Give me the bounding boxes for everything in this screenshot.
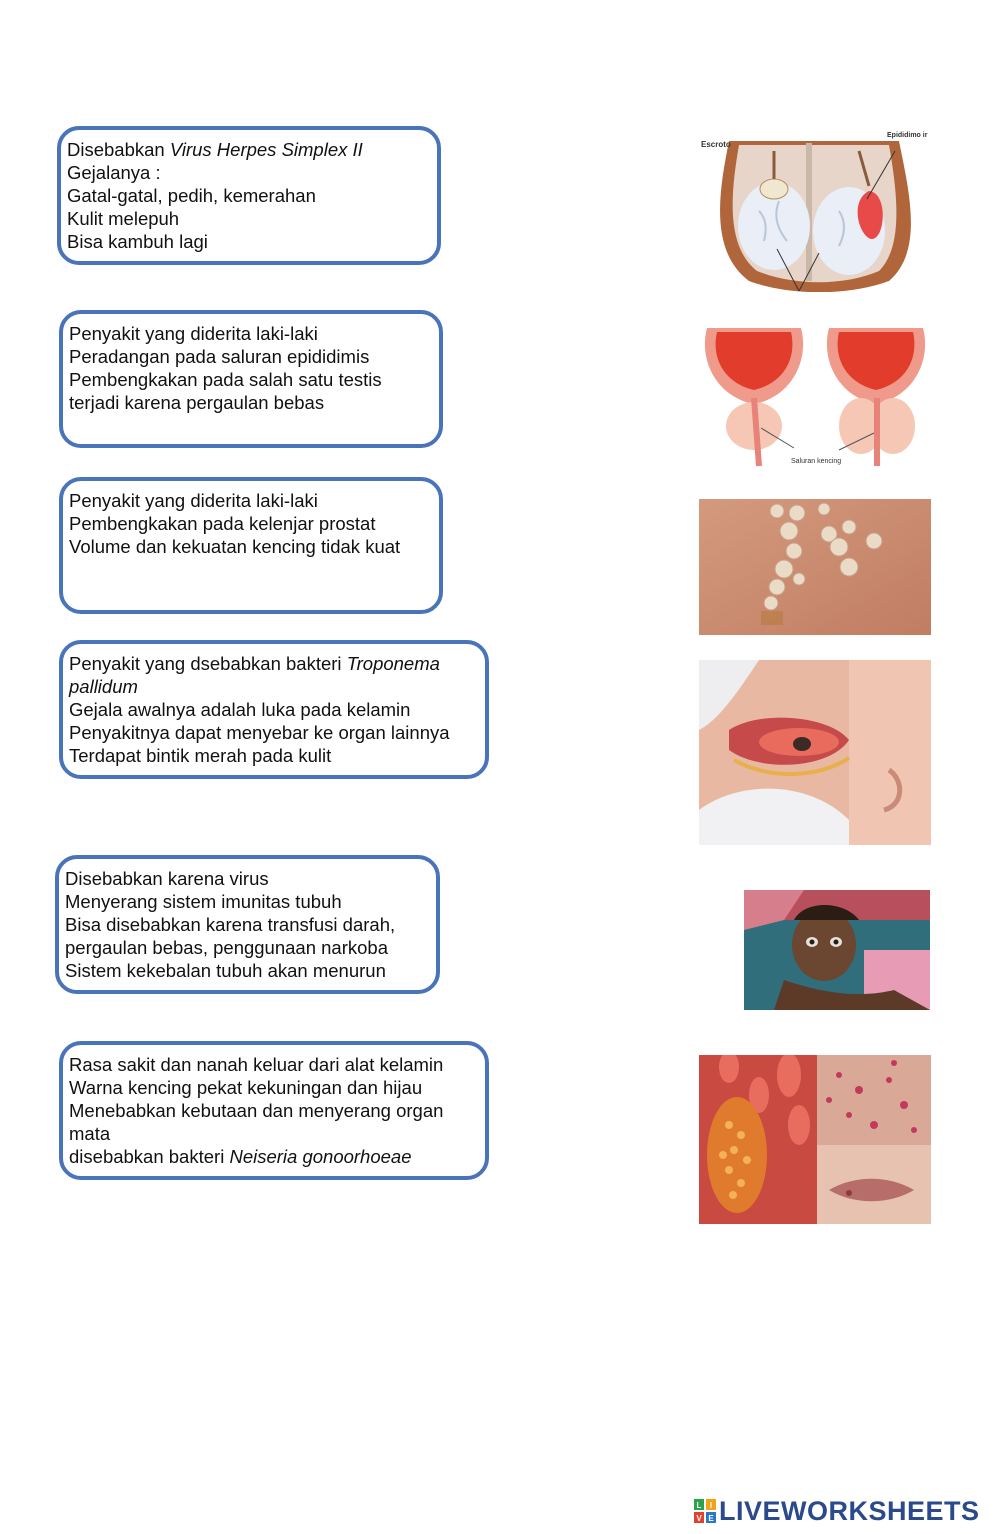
- description-card-2: [59, 310, 443, 448]
- card-line: Disebabkan karena virus: [65, 868, 269, 889]
- aids-patient-photo: [744, 890, 930, 1010]
- card-line: Pembengkakan pada salah satu testis: [69, 369, 382, 390]
- card-line: Penyakit yang diderita laki-laki: [69, 323, 318, 344]
- card-line: Disebabkan Virus Herpes Simplex II: [67, 139, 363, 160]
- liveworksheets-logo-icon: [693, 1498, 717, 1524]
- card-line: Gejala awalnya adalah luka pada kelamin: [69, 699, 411, 720]
- card-line: Bisa kambuh lagi: [67, 231, 208, 252]
- label-epididimo: Epididimo ir: [887, 132, 928, 139]
- card-line: terjadi karena pergaulan bebas: [69, 392, 325, 413]
- description-card-1: [57, 126, 441, 265]
- eye-infection-photo: [699, 660, 931, 845]
- liveworksheets-brand[interactable]: [693, 1494, 980, 1528]
- card-line: Pembengkakan pada kelenjar prostat: [69, 513, 376, 534]
- svg-text:L: L: [696, 1501, 702, 1510]
- card-line: mata: [69, 1123, 111, 1144]
- brand-text: LIVEWORKSHEETS: [719, 1495, 980, 1526]
- card-line: Volume dan kekuatan kencing tidak kuat: [69, 536, 401, 557]
- epididymitis-illustration: [699, 131, 931, 292]
- label-saluran-kencing: Saluran kencing: [791, 458, 842, 465]
- label-escroto: Escroto: [701, 140, 731, 149]
- card-line: Menyerang sistem imunitas tubuh: [65, 891, 342, 912]
- card-line: pergaulan bebas, penggunaan narkoba: [65, 937, 389, 958]
- svg-text:I: I: [709, 1501, 713, 1510]
- card-line: Penyakit yang dsebabkan bakteri Troponema: [69, 653, 440, 674]
- prostate-illustration: [699, 318, 931, 468]
- card-line: disebabkan bakteri Neiseria gonoorhoeae: [69, 1146, 412, 1167]
- gonorrhea-collage-photo: [699, 1055, 931, 1224]
- card-line: Peradangan pada saluran epididimis: [69, 346, 370, 367]
- card-line: Penyakit yang diderita laki-laki: [69, 490, 318, 511]
- card-line: Bisa disebabkan karena transfusi darah,: [65, 914, 396, 935]
- card-line: Menebabkan kebutaan dan menyerang organ: [69, 1100, 444, 1121]
- card-line: pallidum: [69, 676, 138, 697]
- card-line: Rasa sakit dan nanah keluar dari alat kelamin: [69, 1054, 444, 1075]
- card-line: Sistem kekebalan tubuh akan menurun: [65, 960, 386, 981]
- description-card-5: [55, 855, 440, 994]
- card-line: Gejalanya :: [67, 162, 161, 183]
- card-line: Terdapat bintik merah pada kulit: [69, 745, 332, 766]
- svg-text:V: V: [696, 1514, 702, 1523]
- herpes-skin-photo: [699, 499, 931, 635]
- description-card-3: [59, 477, 443, 614]
- card-line: Kulit melepuh: [67, 208, 180, 229]
- svg-text:E: E: [708, 1514, 714, 1523]
- description-card-4: [59, 640, 489, 779]
- card-line: Warna kencing pekat kekuningan dan hijau: [69, 1077, 423, 1098]
- description-card-6: [59, 1041, 489, 1180]
- card-line: Penyakitnya dapat menyebar ke organ lainnya: [69, 722, 450, 743]
- card-line: Gatal-gatal, pedih, kemerahan: [67, 185, 316, 206]
